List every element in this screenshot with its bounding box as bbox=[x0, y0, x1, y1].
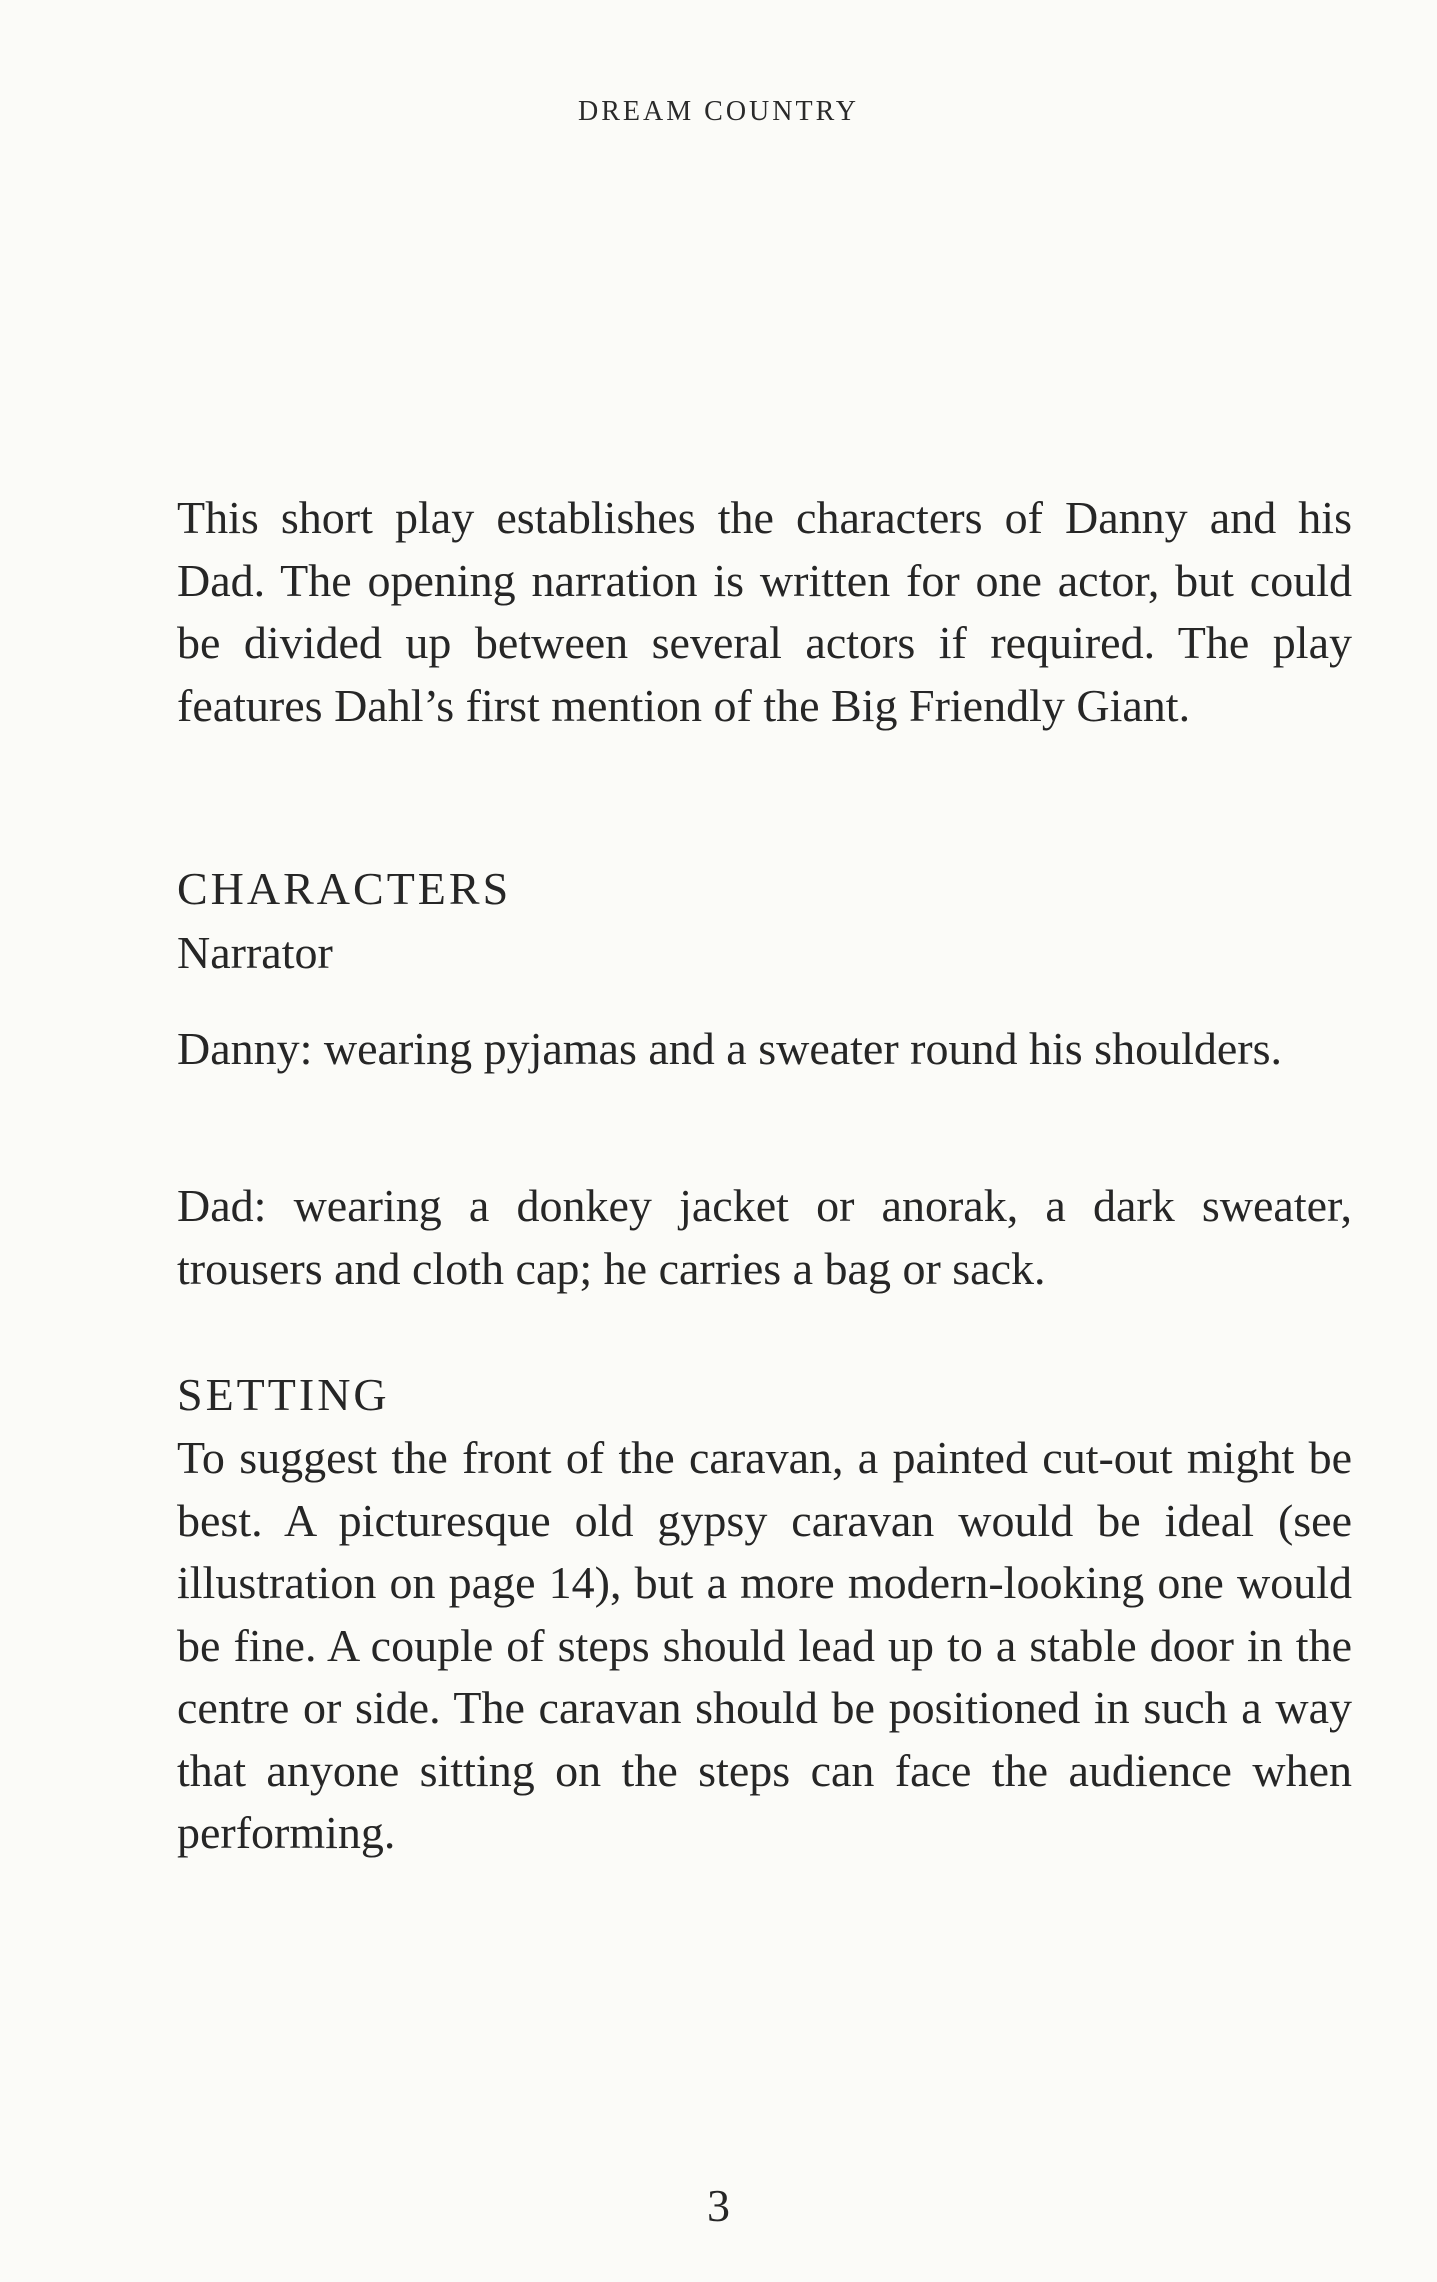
character-danny: Danny: wearing pyjamas and a sweater round his shoulders. bbox=[177, 1023, 1282, 1074]
setting-paragraph: To suggest the front of the caravan, a painted cut-out might be best. A picturesque old gypsy caravan would be ideal (see illustration on page 14), but a more modern-looking one would be fine. A couple of steps should lead up to a stable door in the centre or side. The caravan should be positioned in such a way that anyone sitting on the steps can face the audience when performing. bbox=[177, 1432, 1352, 1858]
character-narrator: Narrator bbox=[177, 927, 333, 978]
page-number: 3 bbox=[707, 2180, 730, 2231]
intro-paragraph: This short play establishes the characters of Danny and his Dad. The opening narration is written for one actor, but could be divided up between several actors if required. The play features Dahl’s first mention of the Big Friendly Giant. bbox=[177, 492, 1352, 731]
characters-heading: CHARACTERS bbox=[177, 863, 512, 914]
running-head: DREAM COUNTRY bbox=[578, 96, 859, 127]
setting-heading: SETTING bbox=[177, 1369, 390, 1420]
character-dad: Dad: wearing a donkey jacket or anorak, a dark sweater, trousers and cloth cap; he carries a bag or sack. bbox=[177, 1180, 1352, 1294]
